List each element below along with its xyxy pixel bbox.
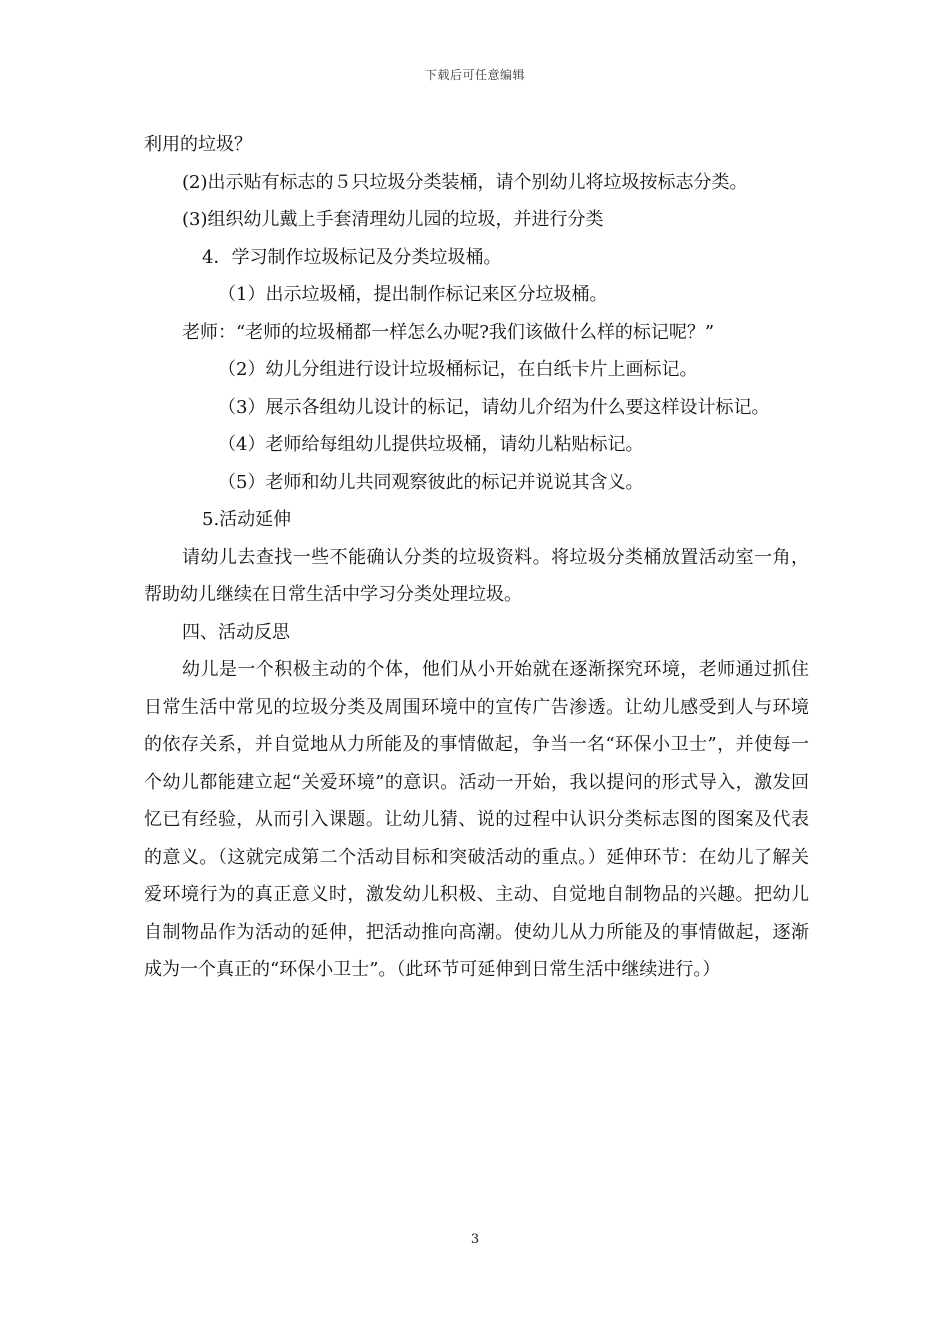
paragraph-step-2: (2)出示贴有标志的５只垃圾分类装桶，请个别幼儿将垃圾按标志分类。 — [182, 171, 748, 193]
document-body — [144, 126, 809, 989]
paragraph-extension: 请幼儿去查找一些不能确认分类的垃圾资料。将垃圾分类桶放置活动室一角，帮助幼儿继续在日常生活中学习分类处理垃圾。 — [144, 546, 809, 605]
page-number: 3 — [470, 1232, 480, 1247]
paragraph-reflection: 幼儿是一个积极主动的个体，他们从小开始就在逐渐探究环境，老师通过抓住日常生活中常见的垃圾分类及周围环境中的宣传广告渗透。让幼儿感受到人与环境的依存关系，并自觉地从力所能及的事情做起，争当一名“环保小卫士”，并使每一个幼儿都能建立起“关爱环境”的意识。活动一开始，我以提问的形式导入，激发回忆已有经验，从而引入课题。让幼儿猜、说的过程中认识分类标志图的图案及代表的意义。（这就完成第二个活动目标和突破活动的重点。）延伸环节：在幼儿了解关爱环境行为的真正意义时，激发幼儿积极、主动、自觉地自制物品的兴趣。把幼儿自制物品作为活动的延伸，把活动推向高潮。使幼儿从力所能及的事情做起，逐渐成为一个真正的“环保小卫士”。（此环节可延伸到日常生活中继续进行。） — [144, 659, 809, 980]
paragraph-sub-3: （3）展示各组幼儿设计的标记，请幼儿介绍为什么要这样设计标记。 — [218, 396, 770, 418]
section-heading-5: 5.活动延伸 — [202, 509, 292, 530]
section-heading-reflection: 四、活动反思 — [182, 621, 290, 643]
paragraph-step-3: (3)组织幼儿戴上手套清理幼儿园的垃圾，并进行分类 — [182, 209, 604, 230]
paragraph-sub-2: （2）幼儿分组进行设计垃圾桶标记，在白纸卡片上画标记。 — [218, 359, 698, 380]
paragraph-sub-5: （5）老师和幼儿共同观察彼此的标记并说说其含义。 — [218, 471, 644, 493]
section-heading-4: 4．学习制作垃圾标记及分类垃圾桶。 — [202, 246, 502, 268]
page-header: 下载后可任意编辑 — [424, 68, 525, 82]
paragraph-sub-1: （1）出示垃圾桶，提出制作标记来区分垃圾桶。 — [218, 284, 608, 305]
paragraph-sub-4: （4）老师给每组幼儿提供垃圾桶，请幼儿粘贴标记。 — [218, 434, 644, 455]
paragraph-teacher-quote: 老师：“老师的垃圾桶都一样怎么办呢?我们该做什么样的标记呢？” — [182, 321, 715, 343]
paragraph-continuation: 利用的垃圾？ — [144, 134, 252, 155]
